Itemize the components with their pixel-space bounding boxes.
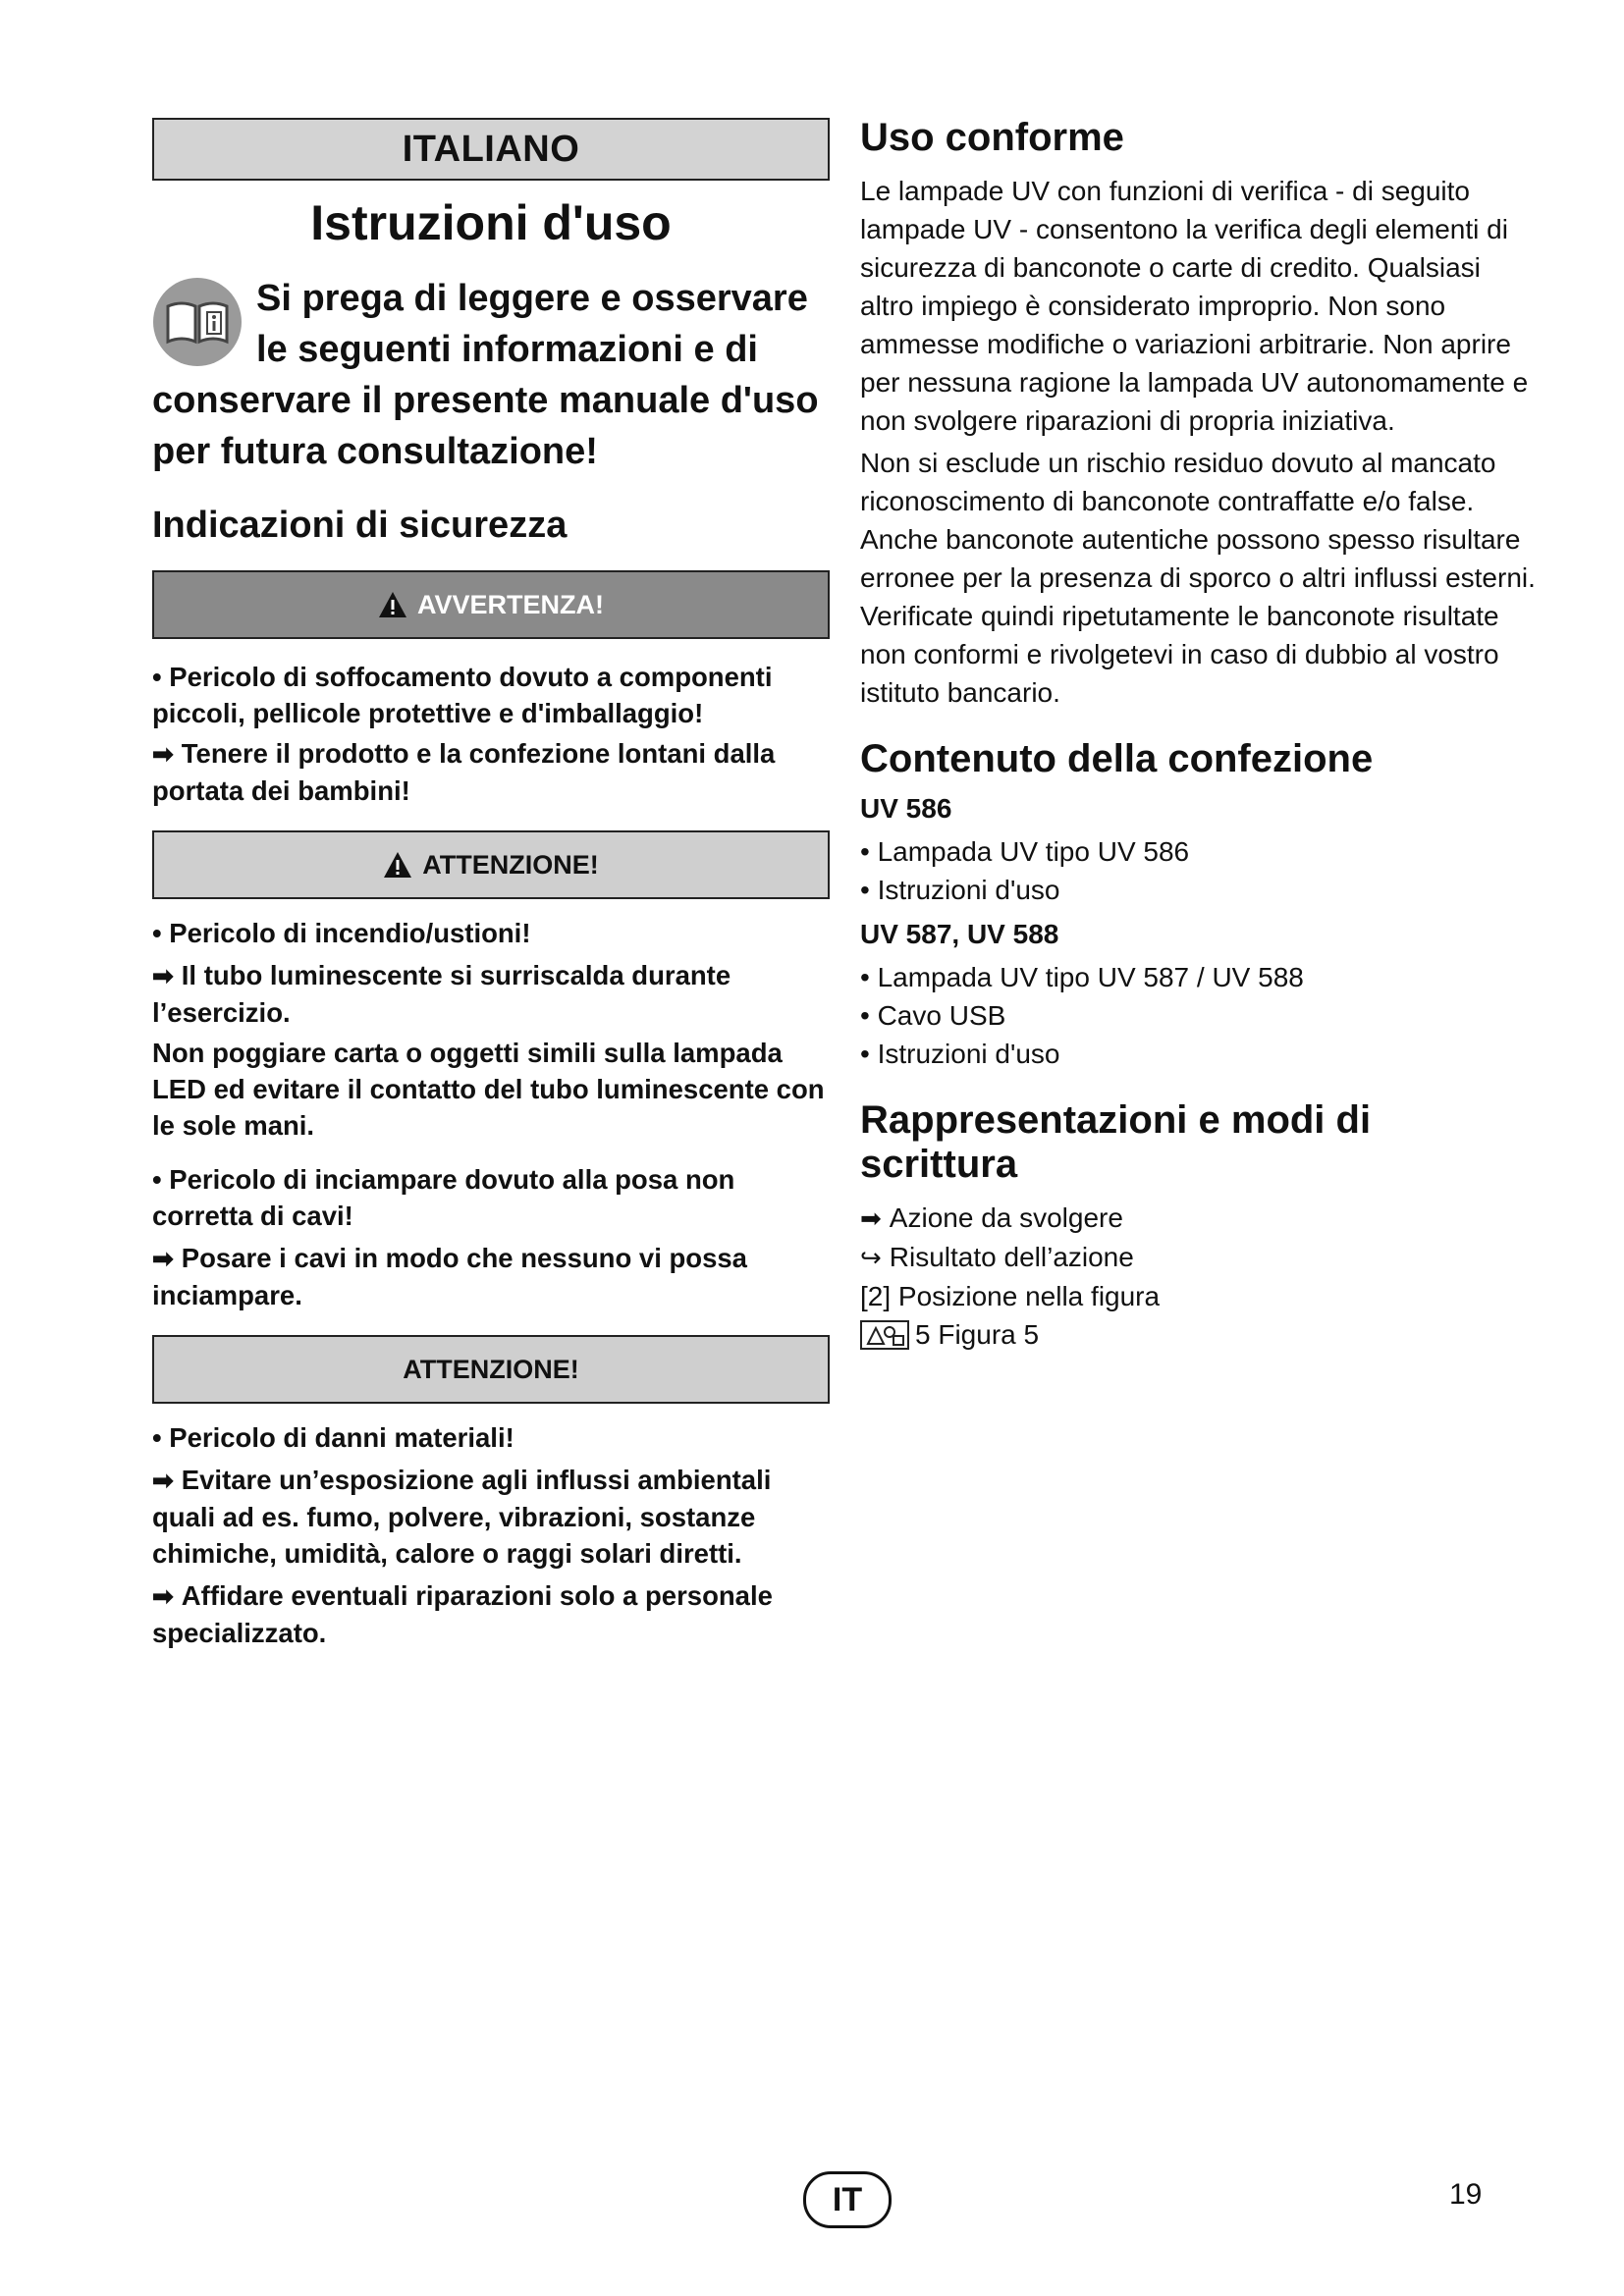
notation-result: [860, 1238, 1538, 1277]
notation-heading: Rappresentazioni e modi di scrittura: [860, 1098, 1372, 1186]
package-contents-heading: Contenuto della confezione: [860, 737, 1374, 780]
notation-position: [2] Posizione nella figura: [860, 1281, 1161, 1311]
action-text: Affidare eventuali riparazioni solo a personale specializzato.: [152, 1580, 773, 1648]
action-text: Posare i cavi in modo che nessuno vi possa inciampare.: [152, 1243, 747, 1310]
intended-use-paragraph: Le lampade UV con funzioni di verifica - di seguito lampade UV - consentono la verifica degli elementi di sicurezza di banconote o carte di credito. Qualsiasi altro impiego è considerato improprio. Non sono ammesse modifiche o variazioni arbitrarie. Non aprire per nessuna ragione la lampada UV autonomamente e non svolgere riparazioni di propria iniziativa.: [860, 176, 1529, 436]
figure-reference-icon: [860, 1320, 909, 1350]
action-line: [152, 1240, 830, 1313]
notation-action-text: Azione da svolgere: [889, 1202, 1123, 1233]
hazard-line: • Pericolo di incendio/ustioni!: [152, 918, 531, 948]
intended-use-text: [860, 172, 1538, 712]
intro-text: Si prega di leggere e osservare le seguenti informazioni e di conservare il presente manuale d'uso per futura consultazione!: [152, 278, 819, 472]
warning-text-block: [152, 659, 830, 809]
document-title: Istruzioni d'uso: [310, 195, 672, 250]
model-items: [860, 832, 1538, 909]
warning-label: ATTENZIONE!: [403, 1354, 579, 1384]
plain-line: Non poggiare carta o oggetti simili sulla lampada LED ed evitare il contatto del tubo luminescente con le sole mani.: [152, 1038, 825, 1141]
action-text: Tenere il prodotto e la confezione lontani dalla portata dei bambini!: [152, 738, 776, 806]
safety-heading: Indicazioni di sicurezza: [152, 505, 568, 546]
right-column: [860, 116, 1538, 1354]
action-arrow-icon: ➡: [152, 961, 174, 990]
read-instructions-notice: [152, 273, 830, 477]
notation-figure-text: 5 Figura 5: [915, 1319, 1040, 1350]
package-item: • Cavo USB: [860, 1000, 1006, 1031]
warning-bar-avvertenza: [152, 570, 830, 639]
action-text: Evitare un’esposizione agli influssi ambientali quali ad es. fumo, polvere, vibrazioni, sostanze chimiche, umidità, calore o raggi solari diretti.: [152, 1465, 772, 1569]
action-line: [152, 735, 830, 809]
package-item: • Istruzioni d'uso: [860, 1039, 1060, 1069]
hazard-line: • Pericolo di danni materiali!: [152, 1422, 514, 1453]
warning-text-block: [152, 1419, 830, 1651]
warning-bar-attenzione: [152, 830, 830, 899]
action-arrow-icon: ➡: [860, 1203, 882, 1233]
action-line: [152, 1577, 830, 1651]
intended-use-heading: Uso conforme: [860, 116, 1124, 159]
notation-action: [860, 1199, 1538, 1238]
warning-bar-attenzione-material: [152, 1335, 830, 1404]
warning-triangle-icon: [378, 591, 407, 618]
warning-label: ATTENZIONE!: [422, 849, 599, 880]
notation-list: [860, 1199, 1538, 1354]
action-arrow-icon: ➡: [152, 739, 174, 769]
model-name: UV 586: [860, 793, 952, 824]
language-code: IT: [832, 2180, 863, 2218]
language-code-badge: [803, 2171, 892, 2228]
notation-result-text: Risultato dell’azione: [889, 1242, 1134, 1272]
left-column: [152, 118, 830, 1651]
read-manual-icon: [152, 277, 243, 367]
package-item: • Lampada UV tipo UV 587 / UV 588: [860, 962, 1304, 992]
action-arrow-icon: ➡: [152, 1244, 174, 1273]
action-arrow-icon: ➡: [152, 1466, 174, 1495]
action-line: [152, 957, 830, 1031]
hazard-line: • Pericolo di inciampare dovuto alla posa non corretta di cavi!: [152, 1164, 735, 1231]
action-line: [152, 1462, 830, 1572]
residual-risk-paragraph: Non si esclude un rischio residuo dovuto al mancato riconoscimento di banconote contraffatte e/o false. Anche banconote autentiche possono spesso risultare erronee per la presenza di sporco o altri influssi esterni. Verificate quindi ripetutamente le banconote risultate non conformi e rivolgetevi in caso di dubbio al vostro istituto bancario.: [860, 448, 1536, 708]
action-arrow-icon: ➡: [152, 1581, 174, 1611]
warning-text-block: [152, 915, 830, 1313]
page-number: 19: [1449, 2178, 1483, 2211]
model-name: UV 587, UV 588: [860, 919, 1059, 949]
warning-triangle-icon: [383, 851, 412, 879]
model-items: [860, 958, 1538, 1073]
action-text: Il tubo luminescente si surriscalda durante l’esercizio.: [152, 960, 731, 1028]
language-header: [152, 118, 830, 181]
language-label: ITALIANO: [402, 128, 580, 170]
package-item: • Istruzioni d'uso: [860, 875, 1060, 905]
warning-label: AVVERTENZA!: [416, 589, 604, 619]
result-arrow-icon: ↪: [860, 1243, 882, 1272]
notation-figure: [860, 1315, 1538, 1354]
hazard-line: • Pericolo di soffocamento dovuto a componenti piccoli, pellicole protettive e d'imballaggio!: [152, 662, 773, 728]
package-item: • Lampada UV tipo UV 586: [860, 836, 1190, 867]
